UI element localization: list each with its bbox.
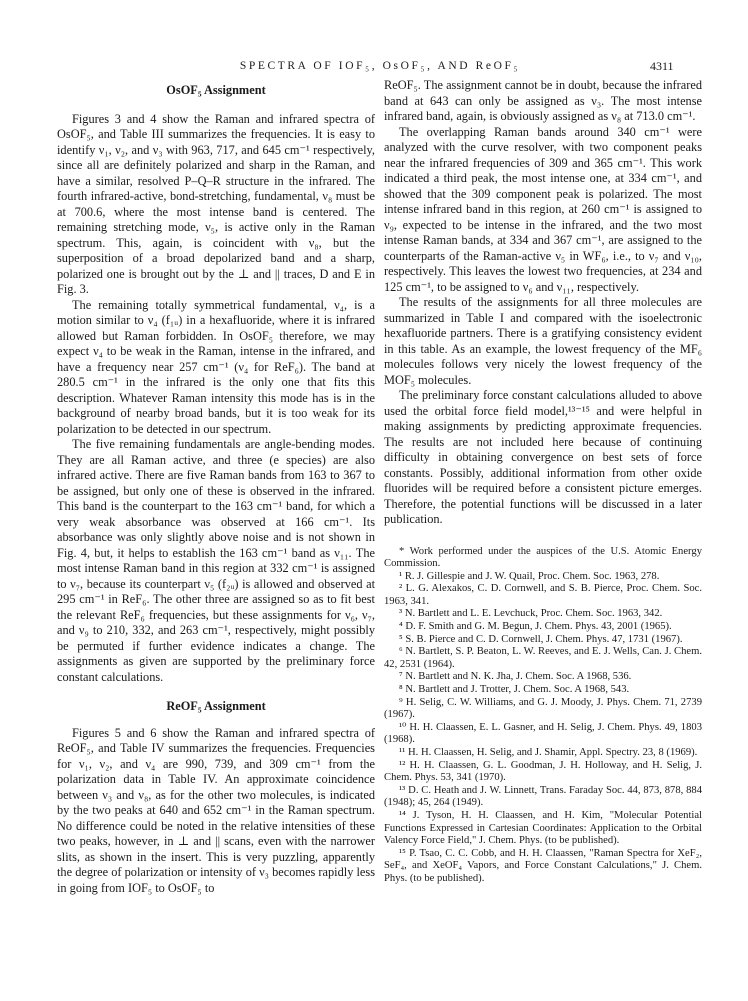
footnote: ³ N. Bartlett and L. E. Levchuck, Proc. Chem. Soc. 1963, 342. <box>399 608 663 620</box>
left-column <box>57 78 375 896</box>
footnote: ⁴ D. F. Smith and G. M. Begun, J. Chem. Phys. 43, 2001 (1965). <box>399 621 672 633</box>
right-column <box>384 78 702 886</box>
section-heading-osof5: OsOF₅ Assignment <box>166 83 266 97</box>
footnote: * Work performed under the auspices of the U.S. Atomic Energy Commission. <box>384 545 702 570</box>
footnote: ⁷ N. Bartlett and N. K. Jha, J. Chem. Soc. A 1968, 536. <box>399 671 632 683</box>
footnote: ¹⁴ J. Tyson, H. H. Claassen, and H. Kim, "Molecular Potential Functions Expressed in Cartesian Coordinates: Application to the Orbital Valency Force Field," J. Chem. Phys. (to be published). <box>384 809 702 847</box>
footnotes <box>384 546 702 886</box>
footnote: ¹ R. J. Gillespie and J. W. Quail, Proc. Chem. Soc. 1963, 278. <box>399 570 660 582</box>
paragraph: The preliminary force constant calculations alluded to above used the orbital force field model,¹³⁻¹⁵ and were helpful in making assignments by predicting approximate frequencies. The results are not included here because of continuing difficulty in obtaining convergence on best sets of force constants. Possibly, additional information from other oxide fluorides will be required before a consistent picture emerges. Therefore, the potential functions will be discussed in a later publication. <box>384 388 702 526</box>
footnote: ¹¹ H. H. Claassen, H. Selig, and J. Shamir, Appl. Spectry. 23, 8 (1969). <box>399 747 698 758</box>
footnote: ² L. G. Alexakos, C. D. Cornwell, and S. B. Pierce, Proc. Chem. Soc. 1963, 341. <box>384 583 702 607</box>
paragraph: The results of the assignments for all three molecules are summarized in Table I and compared with the isoelectronic hexafluoride partners. There is a gratifying consistency evident in this table. As an example, the lowest frequency of the MF₆ molecules follows very nicely the lowest frequency of the MOF₅ molecules. <box>384 295 702 387</box>
footnote: ¹⁵ P. Tsao, C. C. Cobb, and H. H. Claassen, "Raman Spectra for XeF₂, SeF₄, and XeOF₄ Vapors, and Force Constant Calculations," J. Chem. Phys. (to be published). <box>384 847 702 884</box>
paragraph: The five remaining fundamentals are angle-bending modes. They are all Raman active, and three (e species) are also infrared active. There are five Raman bands from 163 to 367 to be assigned, but only one of these is observed in the infrared. This band is the counterpart to the 163 cm⁻¹ band, for which a very weak absorbance was observed at 166 cm⁻¹. Its absorbance was only slightly above noise and is not shown in Fig. 4, but, it helps to establish the 163 cm⁻¹ band as ν₁₁. The most intense Raman band in this region at 332 cm⁻¹ is assigned to ν₇, because its counterpart ν₅ (f₂ᵤ) is allowed and observed at 295 cm⁻¹ in ReF₆. The other three are assigned so as to fit best the relevant ReF₆ frequencies, but these assignments for ν₆, ν₇, and ν₉ to 210, 332, and 263 cm⁻¹, respectively, might possibly be permuted if further evidence indicates a change. The assignments as given are supported by the preliminary force constant calculations. <box>57 437 375 684</box>
footnote: ¹³ D. C. Heath and J. W. Linnett, Trans. Faraday Soc. 44, 873, 878, 884 (1948); 45, 264 (1949). <box>384 784 702 809</box>
paragraph: The remaining totally symmetrical fundamental, ν₄, is a motion similar to ν₄ (f₁ᵤ) in a hexafluoride, where it is infrared allowed but Raman forbidden. In OsOF₅ therefore, we may expect ν₄ to be weak in the Raman, intense in the infrared, and have a frequency near 257 cm⁻¹ (ν₄ for ReF₆). The band at 280.5 cm⁻¹ in the infrared is the only one that fits this description. Whatever Raman intensity this mode has is in the background of nearby broad bands, but it is too weak for its polarization to be detected in our spectrum. <box>57 297 375 436</box>
page-number: 4311 <box>650 59 674 73</box>
paragraph: Figures 3 and 4 show the Raman and infrared spectra of OsOF₅, and Table III summarizes the frequencies. It is easy to identify ν₁, ν₂, and ν₃ with 963, 717, and 645 cm⁻¹ respectively, since all are definitely polarized and sharp in the Raman, and have a similar, resolved P–Q–R structure in the infrared. The fourth infrared-active, bond-stretching, fundamental, ν₈ must be at 700.6, where the most intense band is centered. The remaining stretching mode, ν₅, is active only in the Raman spectrum. This, again, is coincident with ν₈, but the superposition of a broad depolarized band and a sharp, polarized one is brought out by the ⊥ and || traces, D and E in Fig. 3. <box>57 111 375 296</box>
footnote: ⁹ H. Selig, C. W. Williams, and G. J. Moody, J. Phys. Chem. 71, 2739 (1967). <box>384 696 702 721</box>
paragraph: The overlapping Raman bands around 340 cm⁻¹ were analyzed with the curve resolver, with two component peaks near the infrared frequencies of 309 and 365 cm⁻¹. This work indicated a third peak, the most intense one, at 334 cm⁻¹, and showed that the 309 component peak is polarized. The most intense infrared band in this region, at 260 cm⁻¹ is assigned to ν₉, expected to be intense in the infrared, and the two most intense Raman bands, at 334 and 367 cm⁻¹, are assigned to the counterparts of the Raman-active ν₅ in WF₆, i.e., to ν₇ and ν₁₀, respectively. This leaves the lowest two frequencies, at 234 and 125 cm⁻¹, to be assigned to ν₆ and ν₁₁, respectively. <box>384 124 702 294</box>
paragraph: ReOF₅. The assignment cannot be in doubt, because the infrared band at 643 can only be assigned as ν₃. The most intense infrared band, again, is obviously assigned as ν₈ at 713.0 cm⁻¹. <box>384 78 702 123</box>
section-heading-reof5: ReOF₅ Assignment <box>166 699 266 713</box>
footnote: ⁵ S. B. Pierce and C. D. Cornwell, J. Chem. Phys. 47, 1731 (1967). <box>399 633 683 645</box>
paragraph: Figures 5 and 6 show the Raman and infrared spectra of ReOF₅, and Table IV summarizes the frequencies. Frequencies for ν₁, ν₂, and ν₄ are 990, 739, and 309 cm⁻¹ from the polarization data in Table IV. An approximate coincidence between ν₃ and ν₈, as for the other two molecules, is indicated by the two peaks at 640 and 652 cm⁻¹ in the Raman spectrum. No difference could be noted in the relative intensities of these two peaks, however, in ⊥ and || scans, even with the narrower slits, as shown in the insert. This is very puzzling, apparently the degree of polarization or intensity of ν₃ becomes rapidly less in going from IOF₅ to OsOF₅ to <box>57 725 375 895</box>
footnote: ⁸ N. Bartlett and J. Trotter, J. Chem. Soc. A 1968, 543. <box>399 684 630 696</box>
footnote: ¹⁰ H. H. Claassen, E. L. Gasner, and H. Selig, J. Chem. Phys. 49, 1803 (1968). <box>384 721 702 746</box>
footnote: ¹² H. H. Claassen, G. L. Goodman, J. H. Holloway, and H. Selig, J. Chem. Phys. 53, 341 (1970). <box>384 759 702 784</box>
running-title: SPECTRA OF IOF₅, OsOF₅, AND ReOF₅ <box>239 60 521 72</box>
footnote: ⁶ N. Bartlett, S. P. Beaton, L. W. Reeves, and E. J. Wells, Can. J. Chem. 42, 2531 (1964). <box>384 646 702 670</box>
